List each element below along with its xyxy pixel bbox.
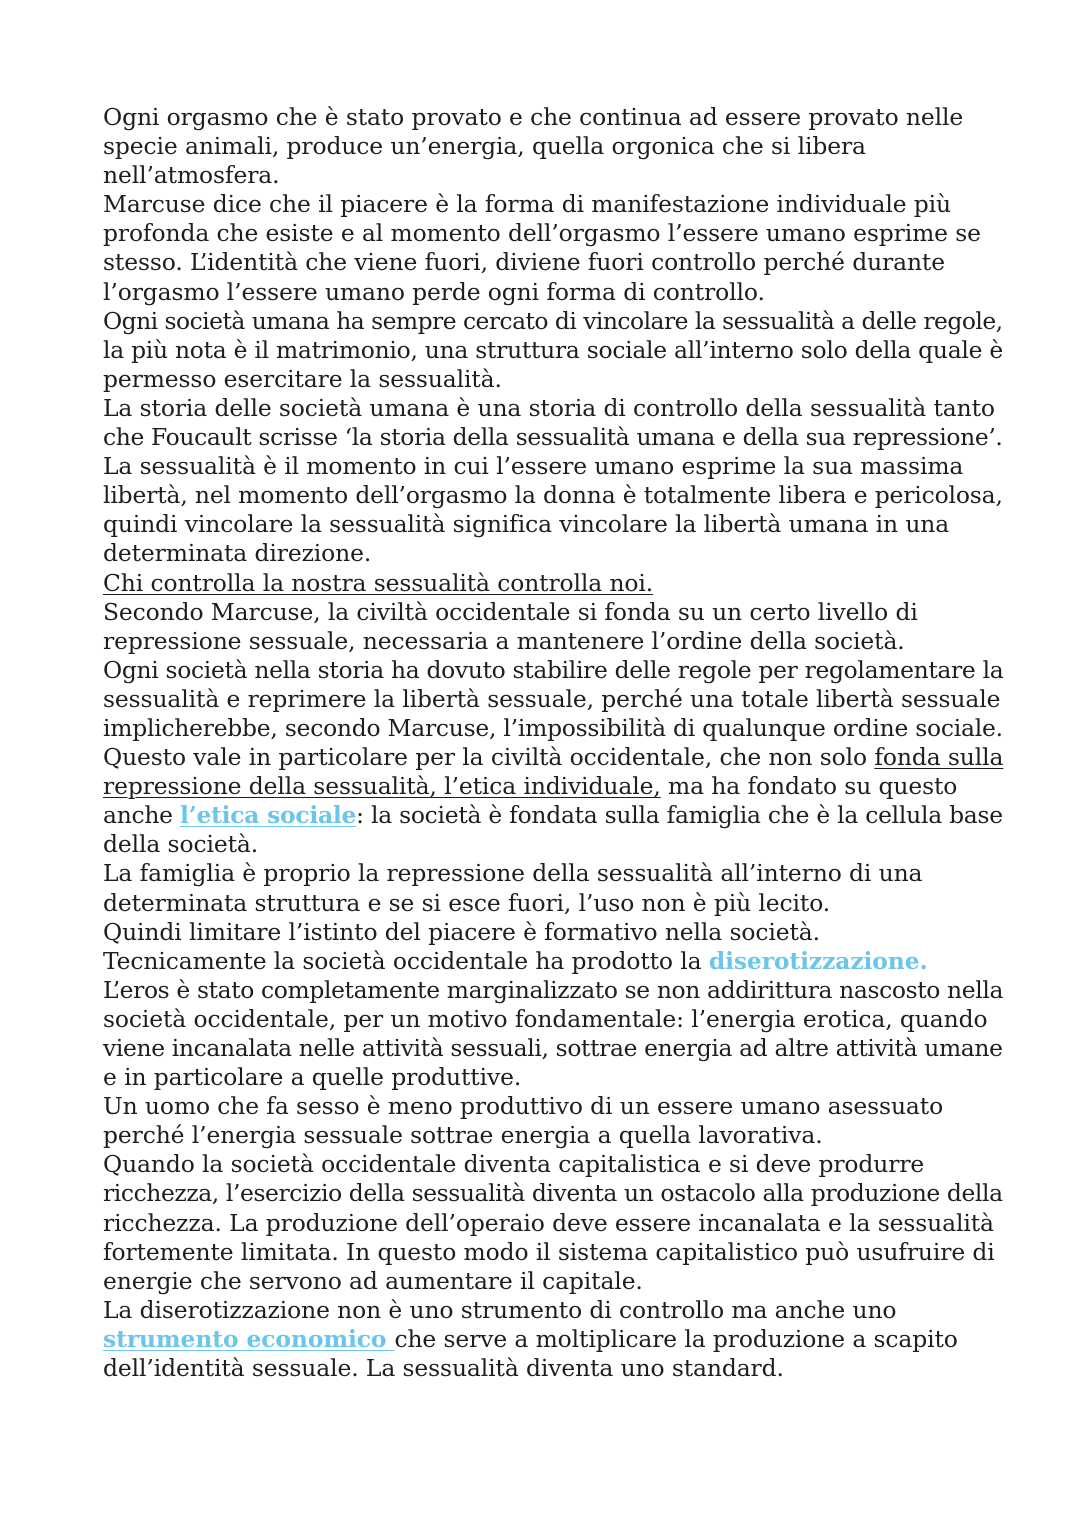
- text-line: Marcuse dice che il piacere è la forma di manifestazione individuale più: [103, 190, 952, 219]
- text-line: e in particolare a quelle produttive.: [103, 1063, 522, 1092]
- text-line: La sessualità è il momento in cui l’essere umano esprime la sua massima: [103, 452, 964, 481]
- text-line: repressione sessuale, necessaria a mantenere l’ordine della società.: [103, 626, 905, 655]
- text-line: stesso. L’identità che viene fuori, diviene fuori controllo perché durante: [103, 248, 945, 277]
- text-line: implicherebbe, secondo Marcuse, l’impossibilità di qualunque ordine sociale.: [103, 713, 1003, 742]
- text-line: ricchezza, l’esercizio della sessualità diventa un ostacolo alla produzione della: [103, 1179, 1003, 1208]
- text-line: [103, 743, 1003, 772]
- text-run: Questo vale in particolare per la civiltà occidentale, che non solo: [103, 743, 875, 772]
- text-line: Un uomo che fa sesso è meno produttivo di un essere umano asessuato: [103, 1092, 944, 1121]
- text-line: La storia delle società umana è una storia di controllo della sessualità tanto: [103, 393, 995, 422]
- underlined-phrase: repressione della sessualità, l’etica individuale,: [103, 772, 661, 801]
- text-run: ma ha fondato su questo: [660, 772, 958, 801]
- text-line: che Foucault scrisse ‘la storia della sessualità umana e della sua repressione’.: [103, 423, 1003, 452]
- text-line: nell’atmosfera.: [103, 161, 280, 190]
- document-body: [103, 103, 1003, 1383]
- text-line: perché l’energia sessuale sottrae energia a quella lavorativa.: [103, 1121, 823, 1150]
- text-line: viene incanalata nelle attività sessuali, sottrae energia ad altre attività umane: [103, 1034, 1003, 1062]
- text-line: Ogni società umana ha sempre cercato di vincolare la sessualità a delle regole,: [103, 306, 1003, 335]
- text-line: Secondo Marcuse, la civiltà occidentale si fonda su un certo livello di: [103, 597, 918, 626]
- text-line: società occidentale, per un motivo fondamentale: l’energia erotica, quando: [103, 1004, 988, 1033]
- text-run: anche: [103, 801, 180, 830]
- text-line: determinata direzione.: [103, 539, 372, 568]
- text-line: [103, 772, 1003, 801]
- text-line: dell’identità sessuale. La sessualità diventa uno standard.: [103, 1354, 784, 1383]
- text-line: energie che servono ad aumentare il capitale.: [103, 1266, 643, 1295]
- text-line: La diserotizzazione non è uno strumento di controllo ma anche uno: [103, 1295, 897, 1324]
- text-line: [103, 801, 1003, 830]
- text-line: determinata struttura e se si esce fuori, l’uso non è più lecito.: [103, 888, 831, 917]
- text-line: Ogni orgasmo che è stato provato e che continua ad essere provato nelle: [103, 103, 964, 131]
- text-line: l’orgasmo l’essere umano perde ogni forma di controllo.: [103, 277, 765, 306]
- highlighted-term-strumento-economico: strumento economico: [103, 1324, 395, 1353]
- underlined-phrase: Chi controlla la nostra sessualità controlla noi.: [103, 568, 654, 597]
- text-line: La famiglia è proprio la repressione della sessualità all’interno di una: [103, 859, 923, 888]
- text-line: L’eros è stato completamente marginalizzato se non addirittura nascosto nella: [103, 975, 1004, 1004]
- text-run: : la società è fondata sulla famiglia che è la cellula base: [356, 801, 1003, 830]
- text-run: che serve a moltiplicare la produzione a scapito: [394, 1324, 958, 1353]
- text-run: Tecnicamente la società occidentale ha prodotto la: [103, 946, 709, 975]
- text-line: specie animali, produce un’energia, quella orgonica che si libera: [103, 132, 866, 161]
- text-line: fortemente limitata. In questo modo il sistema capitalistico può usufruire di: [103, 1237, 995, 1266]
- highlighted-term-etica-sociale: l’etica sociale: [179, 801, 357, 830]
- text-line: permesso esercitare la sessualità.: [103, 364, 502, 393]
- text-line: libertà, nel momento dell’orgasmo la donna è totalmente libera e pericolosa,: [103, 481, 1003, 510]
- text-line: [103, 947, 1003, 976]
- text-line: profonda che esiste e al momento dell’orgasmo l’essere umano esprime se: [103, 219, 981, 248]
- text-line: sessualità e reprimere la libertà sessuale, perché una totale libertà sessuale: [103, 684, 1001, 713]
- text-line: quindi vincolare la sessualità significa vincolare la libertà umana in una: [103, 510, 950, 539]
- text-line: Quindi limitare l’istinto del piacere è formativo nella società.: [103, 917, 820, 946]
- text-line: Quando la società occidentale diventa capitalistica e si deve produrre: [103, 1150, 925, 1179]
- text-line: ricchezza. La produzione dell’operaio deve essere incanalata e la sessualità: [103, 1208, 994, 1237]
- text-line: [103, 569, 1003, 598]
- text-line: [103, 1325, 1003, 1354]
- text-line: Ogni società nella storia ha dovuto stabilire delle regole per regolamentare la: [103, 655, 1004, 684]
- highlighted-term-diserotizzazione: diserotizzazione.: [708, 946, 928, 975]
- text-line: la più nota è il matrimonio, una struttura sociale all’interno solo della quale è: [103, 335, 1003, 364]
- text-line: della società.: [103, 830, 259, 859]
- underlined-phrase: fonda sulla: [874, 743, 1004, 772]
